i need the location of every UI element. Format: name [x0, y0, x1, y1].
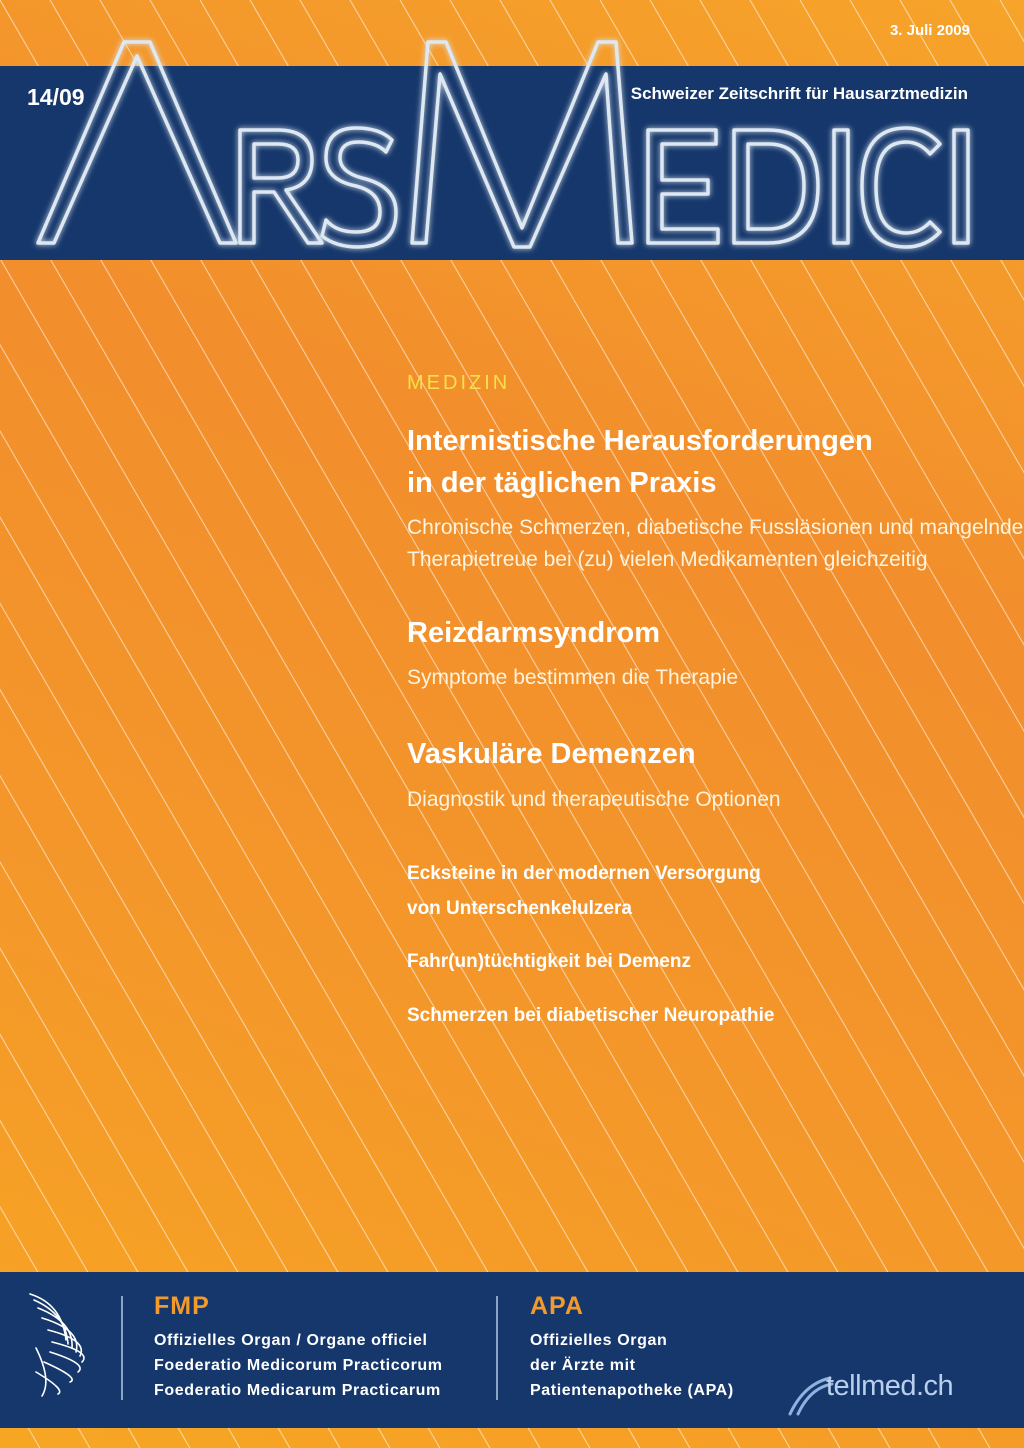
title-line: Reizdarmsyndrom: [407, 617, 661, 649]
article-2-subtitle: [407, 662, 738, 694]
subtitle-line: Chronische Schmerzen, diabetische Fussläsionen und mangelnde: [407, 516, 1024, 539]
title-line: in der täglichen Praxis: [407, 467, 717, 499]
article-2-title: [407, 612, 660, 654]
article-3-title: [407, 733, 696, 775]
short-item-line: von Unterschenkelulzera: [407, 898, 632, 919]
article-1-title: [407, 420, 873, 504]
short-item-ulzera: [407, 856, 761, 926]
issue-date: 3. Juli 2009: [889, 22, 970, 39]
article-1-subtitle: [407, 512, 1023, 576]
subtitle-line: Diagnostik und therapeutische Optionen: [407, 788, 781, 811]
apa-line: Patientenapotheke (APA): [530, 1382, 734, 1399]
tagline: Schweizer Zeitschrift für Hausarztmedizin: [630, 84, 968, 103]
fmp-title: FMP: [154, 1292, 210, 1320]
short-item-neuropathie: Schmerzen bei diabetischer Neuropathie: [407, 1005, 775, 1026]
footer-divider: [121, 1296, 123, 1400]
fmp-fan-logo: [22, 1290, 102, 1400]
section-label: MEDIZIN: [407, 372, 511, 394]
fmp-line: Foederatio Medicorum Practicorum: [154, 1357, 443, 1374]
apa-line: der Ärzte mit: [530, 1357, 636, 1374]
issue-number: 14/09: [27, 84, 85, 110]
title-line: Vaskuläre Demenzen: [407, 738, 696, 770]
fmp-lines: [154, 1328, 443, 1403]
short-item-line: Ecksteine in der modernen Versorgung: [407, 863, 761, 884]
apa-title: APA: [530, 1292, 584, 1320]
ars-medici-logo: [0, 0, 1024, 270]
footer-divider: [496, 1296, 498, 1400]
apa-lines: [530, 1328, 734, 1403]
title-line: Internistische Herausforderungen: [407, 425, 873, 457]
tellmed-logo: tellmed.ch: [826, 1370, 954, 1402]
subtitle-line: Symptome bestimmen die Therapie: [407, 666, 739, 689]
short-item-demenz: Fahr(un)tüchtigkeit bei Demenz: [407, 951, 691, 972]
fmp-line: Foederatio Medicarum Practicarum: [154, 1382, 441, 1399]
subtitle-line: Therapietreue bei (zu) vielen Medikamenten gleichzeitig: [407, 548, 928, 571]
apa-line: Offizielles Organ: [530, 1332, 668, 1349]
article-3-subtitle: [407, 784, 781, 816]
fmp-line: Offizielles Organ / Organe officiel: [154, 1332, 428, 1349]
